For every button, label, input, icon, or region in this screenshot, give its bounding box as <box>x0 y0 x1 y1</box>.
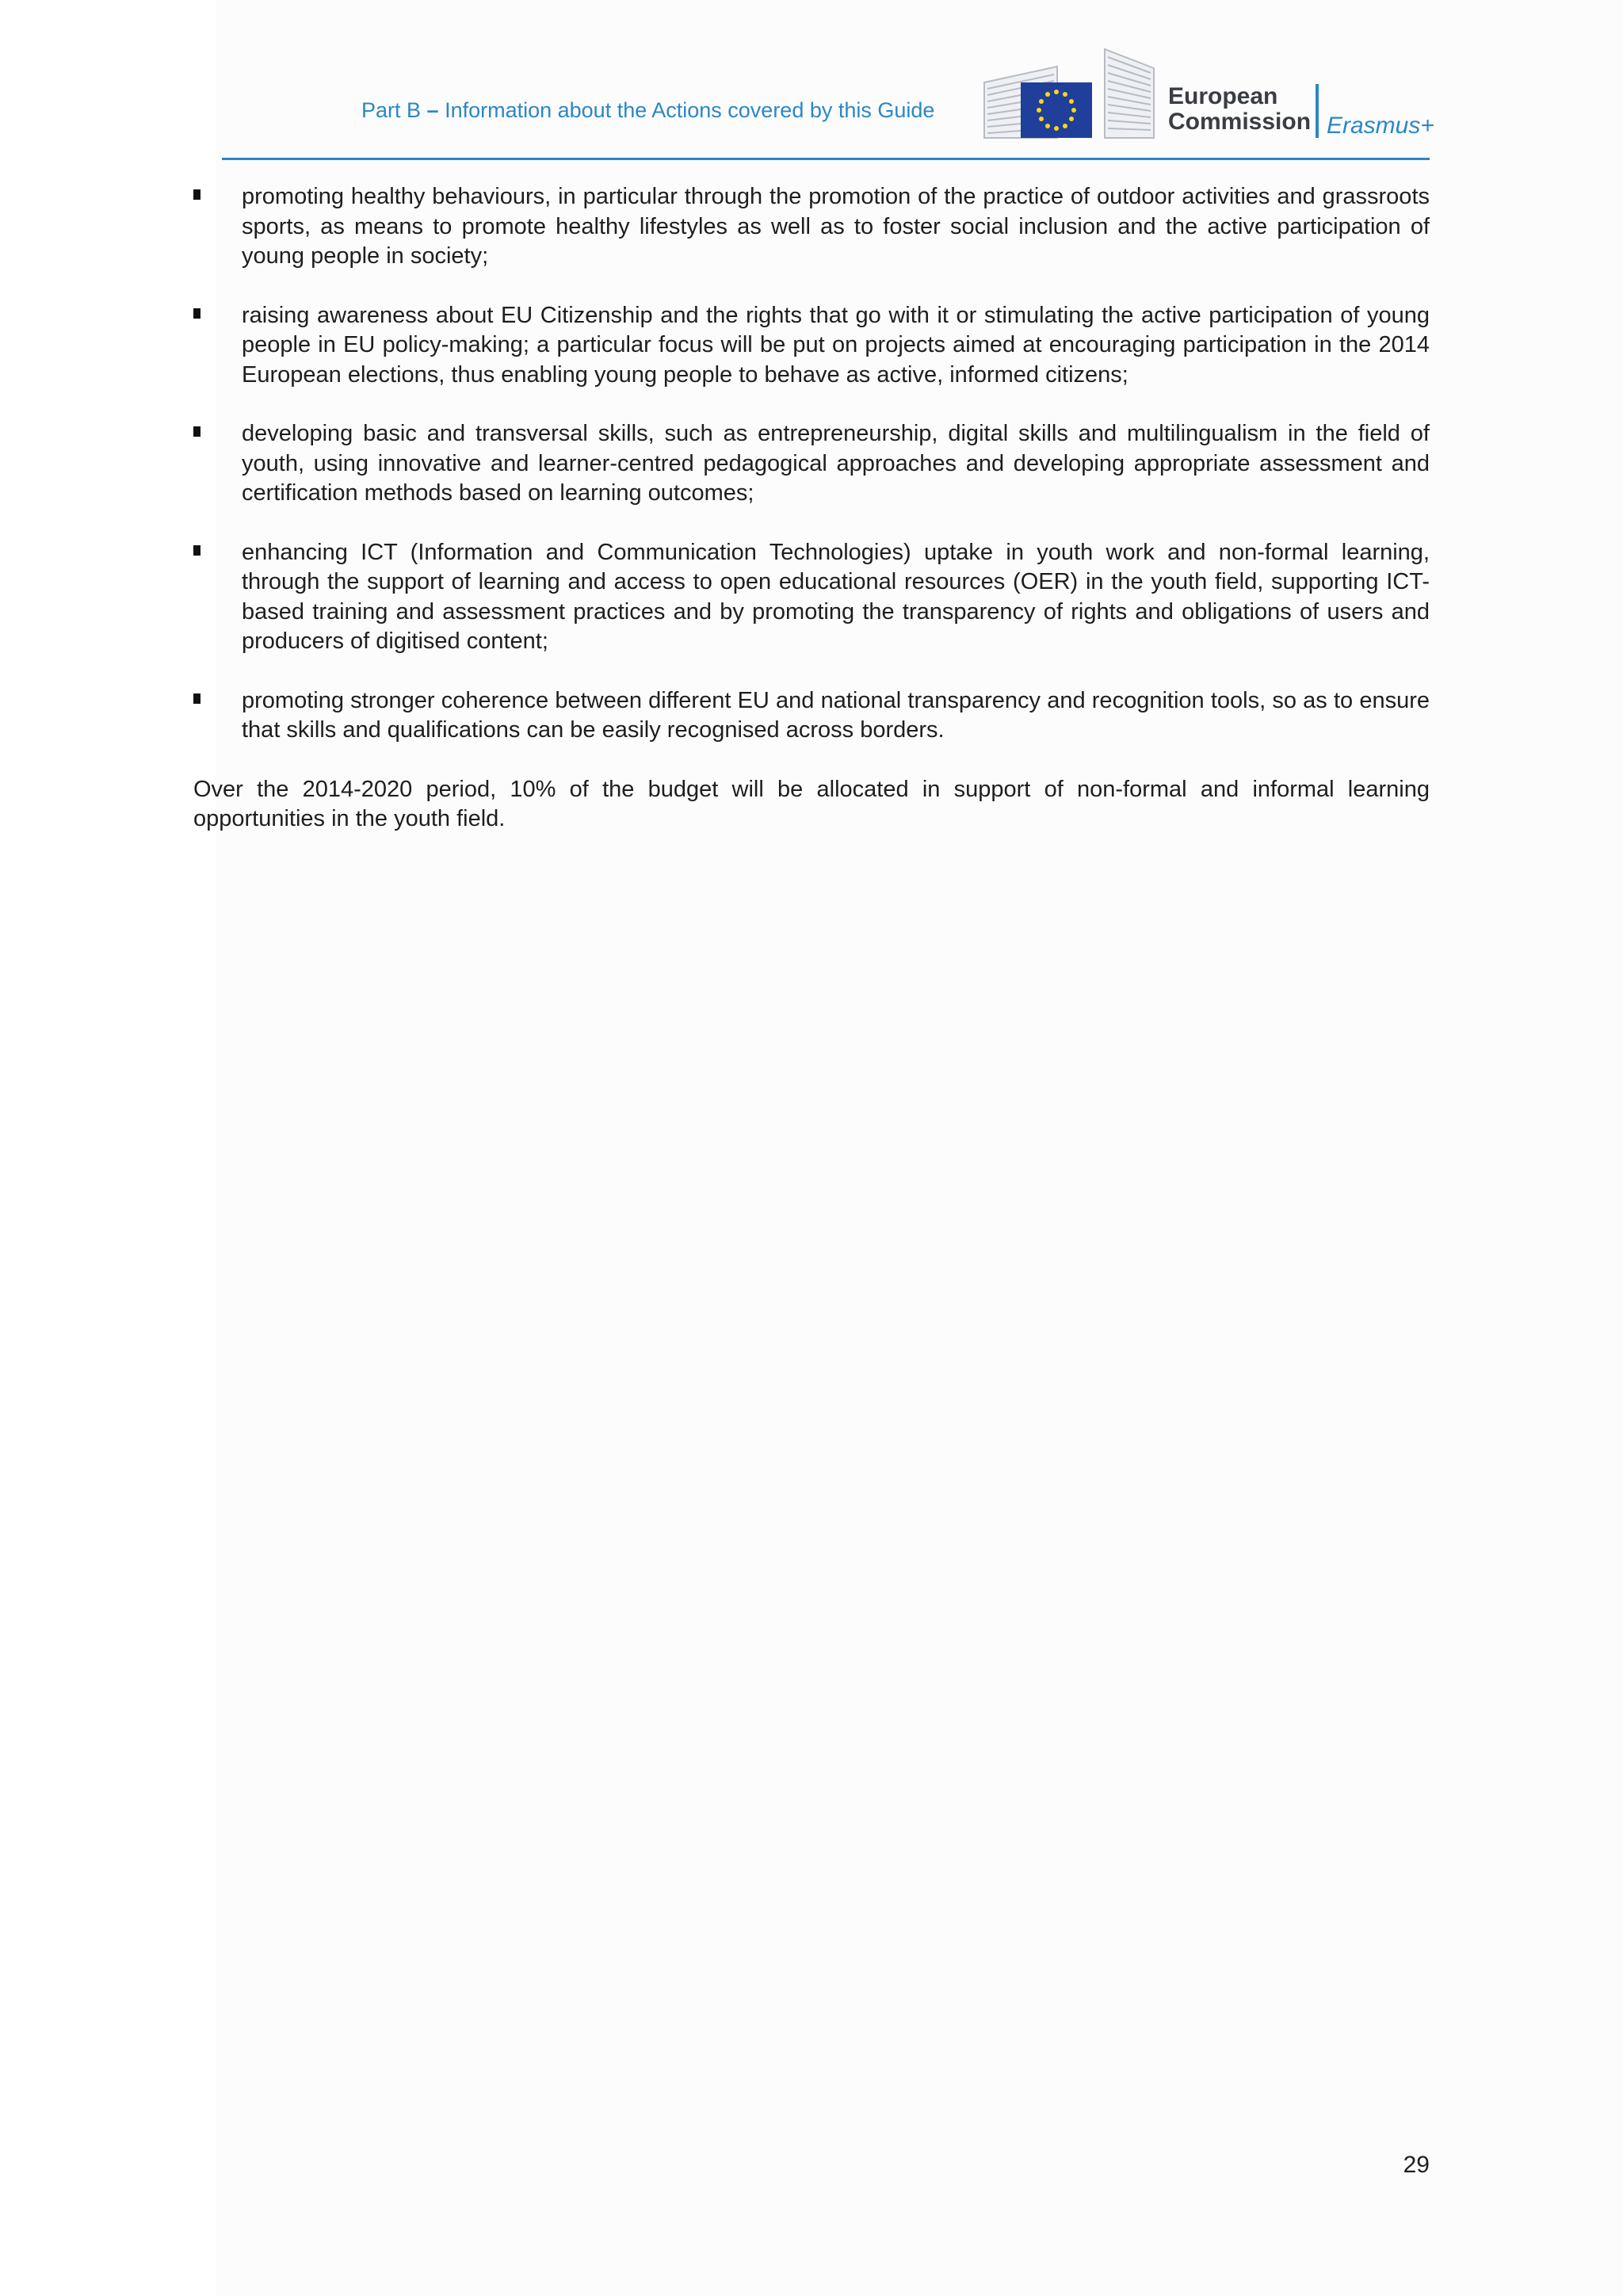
square-bullet-icon <box>193 545 200 556</box>
list-item-text: raising awareness about EU Citizenship and the rights that go with it or stimulating the active participation of young people in EU policy-making; a particular focus will be put on projects aimed at encouraging participation in the 2014 European elections, thus enabling young people to behave as active, informed citizens; <box>242 302 1430 388</box>
list-item-text: enhancing ICT (Information and Communication Technologies) uptake in youth work and non-formal learning, through the support of learning and access to open educational resources (OER) in the youth field, supporting ICT-based training and assessment practices and by promoting the transparency of rights and obligations of users and producers of digitised content; <box>242 539 1430 654</box>
list-item <box>193 419 1430 509</box>
european-commission-logo <box>978 44 1434 147</box>
list-item <box>193 686 1430 746</box>
square-bullet-icon <box>193 308 200 319</box>
erasmus-plus-wordmark: Erasmus+ <box>1327 113 1434 139</box>
page-number: 29 <box>1403 2152 1430 2178</box>
page-content <box>193 182 1430 835</box>
list-item-text: promoting stronger coherence between different EU and national transparency and recognition tools, so as to ensure that skills and qualifications can be easily recognised across borders. <box>242 687 1430 743</box>
square-bullet-icon <box>193 426 200 437</box>
square-bullet-icon <box>193 693 200 704</box>
list-item-text: developing basic and transversal skills, such as entrepreneurship, digital skills and multilingualism in the field of youth, using innovative and learner-centred pedagogical approaches and developing appropriate assessment and certification methods based on learning outcomes; <box>242 421 1430 506</box>
header-title-rest: Information about the Actions covered by this Guide <box>445 98 935 122</box>
header-title-dash: – <box>421 98 445 122</box>
header-rule <box>222 158 1430 160</box>
list-item <box>193 301 1430 391</box>
ec-line-1: European <box>1168 83 1278 109</box>
square-bullet-icon <box>193 189 200 200</box>
european-commission-wordmark <box>1168 84 1311 135</box>
header-title <box>361 98 934 123</box>
closing-paragraph: Over the 2014-2020 period, 10% of the budget will be allocated in support of non-formal and informal learning opportunities in the youth field. <box>193 776 1430 831</box>
list-item <box>193 538 1430 657</box>
list-item-text: promoting healthy behaviours, in particular through the promotion of the practice of outdoor activities and grassroots sports, as means to promote healthy lifestyles as well as to foster social inclusion and the active participation of young people in society; <box>242 184 1430 269</box>
ec-line-2: Commission <box>1168 109 1312 135</box>
list-item <box>193 182 1430 272</box>
bullet-list <box>193 182 1430 746</box>
berlaymont-building-icon <box>978 44 1160 147</box>
logo-divider <box>1316 84 1319 138</box>
header-title-part: Part B <box>361 98 422 122</box>
